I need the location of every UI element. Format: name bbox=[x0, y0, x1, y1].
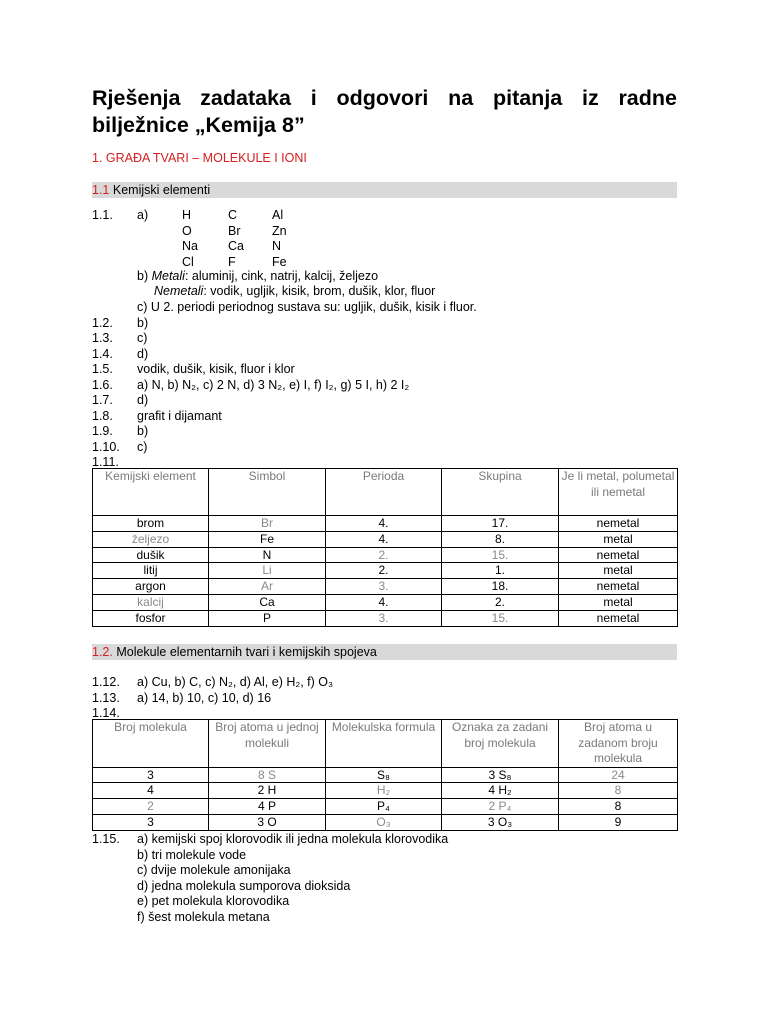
section-label: Kemijski elementi bbox=[109, 183, 211, 197]
table-cell: metal bbox=[559, 563, 678, 579]
answer-text: vodik, dušik, kisik, fluor i klor bbox=[137, 362, 295, 376]
table-cell: 2. bbox=[442, 594, 559, 610]
answer-text: c) bbox=[137, 439, 148, 454]
column-header: Broj atoma u jednoj molekuli bbox=[209, 720, 326, 768]
table-cell: Br bbox=[209, 516, 326, 532]
table-cell: 15. bbox=[442, 547, 559, 563]
table-cell: 8 bbox=[559, 783, 678, 799]
column-header: Broj atoma u zadanom broju molekula bbox=[559, 720, 678, 768]
column-header: Oznaka za zadani broj molekula bbox=[442, 720, 559, 768]
question-number: 1.7. bbox=[92, 393, 113, 407]
symbol-cell: H bbox=[182, 208, 192, 222]
question-number: 1.8. bbox=[92, 408, 113, 423]
question-number: 1.9. bbox=[92, 424, 113, 438]
table-row bbox=[93, 547, 678, 563]
elements-table bbox=[92, 468, 678, 627]
answer-part-c: c) U 2. periodi periodnog sustava su: ugljik, dušik, kisik i fluor. bbox=[137, 300, 477, 314]
table-row bbox=[93, 516, 678, 532]
table-cell: argon bbox=[93, 579, 209, 595]
column-header: Kemijski element bbox=[93, 469, 209, 516]
table-cell: 3 bbox=[93, 767, 209, 783]
question-number: 1.3. bbox=[92, 331, 113, 345]
part-label: b) bbox=[137, 269, 152, 283]
table-cell: N bbox=[209, 547, 326, 563]
table-cell: 2 H bbox=[209, 783, 326, 799]
table-cell: 4 P bbox=[209, 799, 326, 815]
table-row bbox=[93, 610, 678, 626]
table-cell: nemetal bbox=[559, 547, 678, 563]
answer-item: d) jedna molekula sumporova dioksida bbox=[137, 878, 351, 893]
question-number: 1.15. bbox=[92, 832, 120, 846]
table-cell: nemetal bbox=[559, 610, 678, 626]
answer-text: d) bbox=[137, 346, 149, 361]
table-cell: Li bbox=[209, 563, 326, 579]
table-cell: 17. bbox=[442, 516, 559, 532]
table-cell: 15. bbox=[442, 610, 559, 626]
table-cell: 2. bbox=[326, 563, 442, 579]
answer-text: c) bbox=[137, 331, 148, 345]
table-cell: 9 bbox=[559, 814, 678, 830]
answer-part-a: a) bbox=[137, 208, 149, 222]
symbol-cell: Cl bbox=[182, 254, 194, 269]
table-cell: 18. bbox=[442, 579, 559, 595]
answer-part-b-nonmetals bbox=[154, 284, 435, 299]
table-cell: fosfor bbox=[93, 610, 209, 626]
answer-text: a) 14, b) 10, c) 10, d) 16 bbox=[137, 690, 272, 705]
table-cell: Ar bbox=[209, 579, 326, 595]
answer-part-b-metals bbox=[137, 269, 378, 284]
answer-text: d) bbox=[137, 393, 149, 407]
table-cell: 3. bbox=[326, 610, 442, 626]
question-number: 1.5. bbox=[92, 362, 113, 376]
answer-text: b) bbox=[137, 315, 149, 330]
column-header: Je li metal, polumetal ili nemetal bbox=[559, 469, 678, 516]
answer-item: c) dvije molekule amonijaka bbox=[137, 863, 291, 877]
answer-text: a) N, b) N₂, c) 2 N, d) 3 N₂, e) I, f) I₂, g) 5 I, h) 2 I₂ bbox=[137, 377, 410, 392]
question-number: 1.13. bbox=[92, 690, 120, 705]
molecules-table bbox=[92, 719, 678, 831]
table-cell: litij bbox=[93, 563, 209, 579]
table-cell: nemetal bbox=[559, 579, 678, 595]
table-cell: 8 bbox=[559, 799, 678, 815]
table-row bbox=[93, 579, 678, 595]
table-cell: 3 O bbox=[209, 814, 326, 830]
table-cell: 3. bbox=[326, 579, 442, 595]
answer-item: e) pet molekula klorovodika bbox=[137, 894, 290, 908]
symbol-cell: Fe bbox=[272, 254, 287, 269]
table-cell: 1. bbox=[442, 563, 559, 579]
section-number: 1.1 bbox=[92, 183, 110, 197]
symbol-cell: Zn bbox=[272, 223, 287, 238]
question-number: 1.14. bbox=[92, 706, 120, 720]
symbol-cell: Na bbox=[182, 239, 198, 253]
table-row bbox=[93, 563, 678, 579]
table-cell: Ca bbox=[209, 594, 326, 610]
table-cell: 4 H₂ bbox=[442, 783, 559, 799]
column-header: Perioda bbox=[326, 469, 442, 516]
table-cell: Fe bbox=[209, 531, 326, 547]
table-cell: brom bbox=[93, 516, 209, 532]
section-label: Molekule elementarnih tvari i kemijskih spojeva bbox=[112, 645, 377, 659]
symbol-cell: F bbox=[228, 254, 236, 269]
table-cell: 4 bbox=[93, 783, 209, 799]
table-cell: 2 P₄ bbox=[442, 799, 559, 815]
metals-label: Metali bbox=[151, 269, 185, 283]
question-number: 1.11. bbox=[92, 455, 119, 469]
table-cell: metal bbox=[559, 594, 678, 610]
column-header: Molekulska formula bbox=[326, 720, 442, 768]
table-cell: 4. bbox=[326, 516, 442, 532]
table-row bbox=[93, 767, 678, 783]
table-cell: nemetal bbox=[559, 516, 678, 532]
question-number: 1.2. bbox=[92, 315, 113, 330]
table-cell: 24 bbox=[559, 767, 678, 783]
table-cell: 3 S₈ bbox=[442, 767, 559, 783]
column-header: Skupina bbox=[442, 469, 559, 516]
nonmetals-list: : vodik, ugljik, kisik, brom, dušik, klor, fluor bbox=[203, 284, 436, 298]
table-cell: 8 S bbox=[209, 767, 326, 783]
table-cell: 8. bbox=[442, 531, 559, 547]
answer-item: f) šest molekula metana bbox=[137, 909, 270, 924]
metals-list: : aluminij, cink, natrij, kalcij, željezo bbox=[184, 269, 379, 283]
answer-text: b) bbox=[137, 424, 149, 438]
symbol-cell: Ca bbox=[228, 239, 244, 253]
table-cell: 3 O₃ bbox=[442, 814, 559, 830]
symbol-cell: Br bbox=[228, 223, 241, 238]
table-cell: P bbox=[209, 610, 326, 626]
table-cell: željezo bbox=[93, 531, 209, 547]
answer-item: b) tri molekule vode bbox=[137, 847, 247, 862]
nonmetals-label: Nemetali bbox=[154, 284, 204, 298]
table-cell: kalcij bbox=[93, 594, 209, 610]
symbol-cell: O bbox=[182, 223, 192, 238]
table-row bbox=[93, 814, 678, 830]
table-cell: metal bbox=[559, 531, 678, 547]
question-number: 1.10. bbox=[92, 439, 120, 454]
symbol-cell: C bbox=[228, 208, 238, 222]
section-number: 1.2. bbox=[92, 645, 113, 659]
table-cell: 3 bbox=[93, 814, 209, 830]
table-row bbox=[93, 531, 678, 547]
column-header: Broj molekula bbox=[93, 720, 209, 768]
question-number: 1.4. bbox=[92, 346, 113, 361]
answer-text: a) Cu, b) C, c) N₂, d) Al, e) H₂, f) O₃ bbox=[137, 675, 334, 689]
table-row bbox=[93, 594, 678, 610]
table-cell: O₃ bbox=[326, 814, 442, 830]
table-cell: 2. bbox=[326, 547, 442, 563]
answer-item: a) kemijski spoj klorovodik ili jedna molekula klorovodika bbox=[137, 832, 449, 846]
answer-text: grafit i dijamant bbox=[137, 408, 222, 423]
table-header-row bbox=[93, 469, 678, 516]
question-number: 1.1. bbox=[92, 208, 113, 222]
symbol-cell: Al bbox=[272, 208, 284, 222]
table-cell: 4. bbox=[326, 531, 442, 547]
table-cell: H₂ bbox=[326, 783, 442, 799]
table-header-row bbox=[93, 720, 678, 768]
page-title: Rješenja zadataka i odgovori na pitanja iz radne bilježnice „Kemija 8” bbox=[92, 86, 677, 137]
table-row bbox=[93, 799, 678, 815]
table-cell: S₈ bbox=[326, 767, 442, 783]
symbol-cell: N bbox=[272, 239, 282, 253]
question-number: 1.12. bbox=[92, 675, 120, 689]
chapter-heading: 1. GRAĐA TVARI – MOLEKULE I IONI bbox=[92, 151, 307, 165]
table-cell: 2 bbox=[93, 799, 209, 815]
table-cell: dušik bbox=[93, 547, 209, 563]
question-number: 1.6. bbox=[92, 377, 113, 392]
table-cell: 4. bbox=[326, 594, 442, 610]
section-heading-1-1 bbox=[92, 182, 677, 198]
table-cell: P₄ bbox=[326, 799, 442, 815]
table-row bbox=[93, 783, 678, 799]
section-heading-1-2 bbox=[92, 644, 677, 660]
column-header: Simbol bbox=[209, 469, 326, 516]
